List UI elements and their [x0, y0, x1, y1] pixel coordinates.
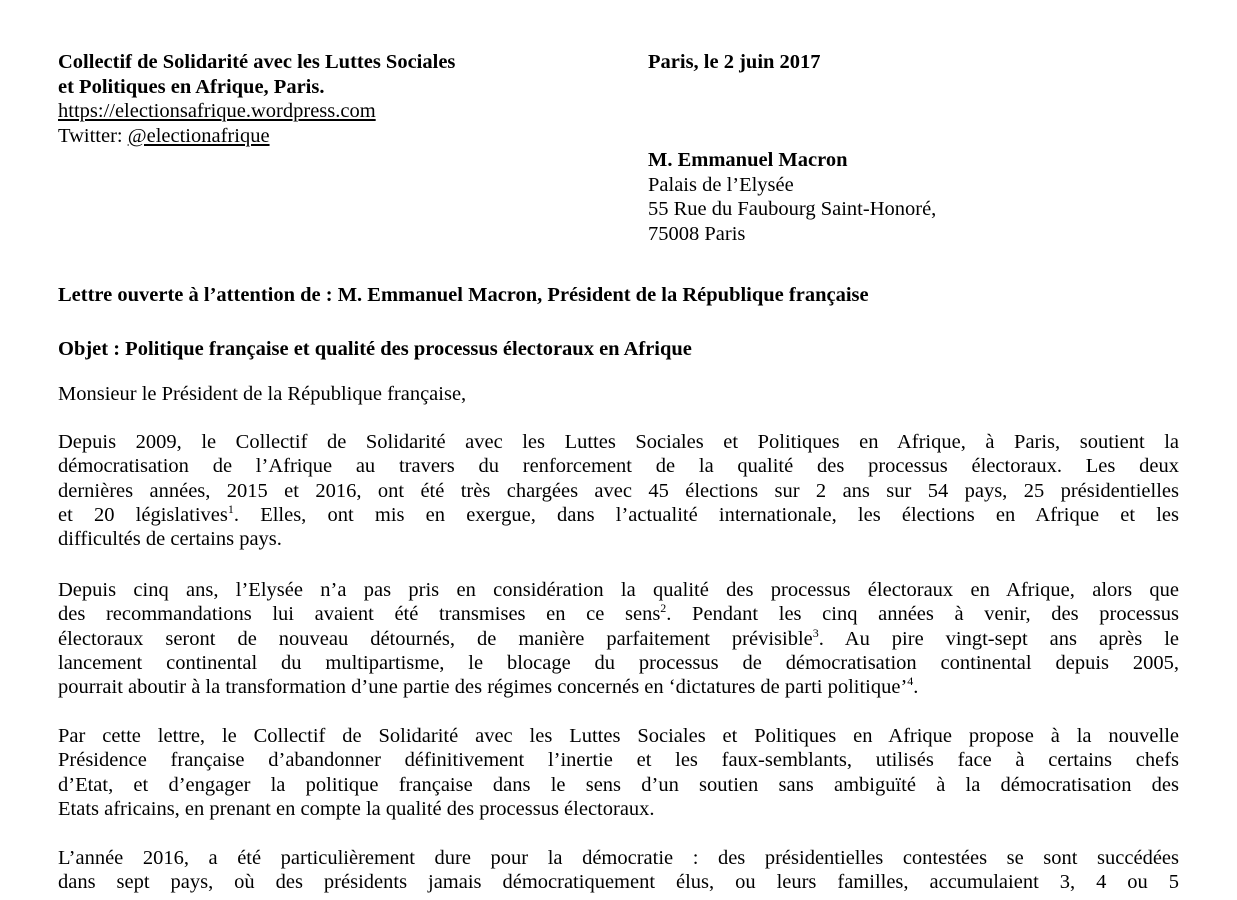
paragraph-line: L’année 2016, a été particulièrement dure pour la démocratie : des présidentielles contestées se sont succédées [58, 847, 1179, 869]
twitter-link[interactable]: @electionafrique [127, 124, 270, 147]
paragraph-3 [58, 724, 1179, 821]
recipient-name: M. Emmanuel Macron [648, 149, 848, 171]
text-run: des recommandations lui avaient été transmises en ce sens [58, 603, 661, 626]
recipient-address-line3: 75008 Paris [648, 222, 746, 245]
letter-date: Paris, le 2 juin 2017 [648, 51, 821, 73]
paragraph-line: Par cette lettre, le Collectif de Solidarité avec les Luttes Sociales et Politiques en Afrique propose à la nouvelle [58, 725, 1179, 747]
paragraph-line [58, 503, 1179, 527]
paragraph-line: d’Etat, et d’engager la politique française dans le sens d’un soutien sans ambiguïté à la démocratisation des [58, 773, 1179, 796]
paragraph-line: dans sept pays, où des présidents jamais démocratiquement élus, ou leurs familles, accumulaient 3, 4 ou 5 [58, 871, 1179, 894]
text-run: et 20 législatives [58, 503, 228, 526]
text-run: électoraux seront de nouveau détournés, de manière parfaitement prévisible [58, 627, 813, 650]
paragraph-line: démocratisation de l’Afrique au travers du renforcement de la qualité des processus électoraux. Les deux [58, 455, 1179, 478]
paragraph-line: Depuis cinq ans, l’Elysée n’a pas pris en considération la qualité des processus électoraux en Afrique, alors que [58, 579, 1179, 601]
twitter-label: Twitter: [58, 124, 128, 147]
twitter-line [58, 124, 618, 149]
text-run: . [913, 676, 919, 699]
text-run: pourrait aboutir à la transformation d’une partie des régimes concernés en ‘dictatures de parti politique’ [58, 676, 908, 699]
object-heading: Objet : Politique française et qualité des processus électoraux en Afrique [58, 338, 692, 360]
text-run: . Au pire vingt-sept ans après le [818, 627, 1179, 650]
paragraph-1 [58, 430, 1179, 551]
paragraph-line: lancement continental du multipartisme, le blocage du processus de démocratisation continental depuis 2005, [58, 651, 1179, 674]
sender-block [58, 50, 618, 148]
paragraph-line [58, 675, 1179, 699]
paragraph-2 [58, 578, 1179, 699]
paragraph-line: Depuis 2009, le Collectif de Solidarité avec les Luttes Sociales et Politiques en Afrique, à Paris, soutient la [58, 431, 1179, 453]
footnote-ref-4[interactable]: 4 [907, 674, 914, 689]
paragraph-line: Etats africains, en prenant en compte la qualité des processus électoraux. [58, 797, 655, 820]
paragraph-line: difficultés de certains pays. [58, 528, 282, 551]
sender-org-line1: Collectif de Solidarité avec les Luttes Sociales [58, 51, 456, 73]
recipient-address-line2: 55 Rue du Faubourg Saint-Honoré, [648, 198, 937, 220]
footnote-ref-1[interactable]: 1 [227, 501, 234, 516]
text-run: . Elles, ont mis en exergue, dans l’actualité internationale, les élections en Afrique et les [233, 503, 1179, 526]
text-run: . Pendant les cinq années à venir, des processus [666, 603, 1179, 626]
footnote-ref-2[interactable]: 2 [660, 601, 667, 616]
footnote-ref-3[interactable]: 3 [812, 625, 819, 640]
recipient-address-line1: Palais de l’Elysée [648, 173, 794, 196]
sender-org-line2: et Politiques en Afrique, Paris. [58, 75, 325, 98]
paragraph-line: Présidence française d’abandonner définitivement l’inertie et les faux-semblants, utilisés face à certains chefs [58, 749, 1179, 772]
paragraph-line [58, 627, 1179, 651]
paragraph-line [58, 602, 1179, 626]
open-letter-heading: Lettre ouverte à l’attention de : M. Emmanuel Macron, Président de la République française [58, 284, 869, 306]
website-link[interactable]: https://electionsafrique.wordpress.com [58, 100, 376, 122]
recipient-block [648, 148, 936, 246]
paragraph-4 [58, 846, 1179, 895]
paragraph-line: dernières années, 2015 et 2016, ont été très chargées avec 45 élections sur 2 ans sur 54 pays, 25 présidentielles [58, 479, 1179, 502]
salutation: Monsieur le Président de la République française, [58, 383, 467, 405]
